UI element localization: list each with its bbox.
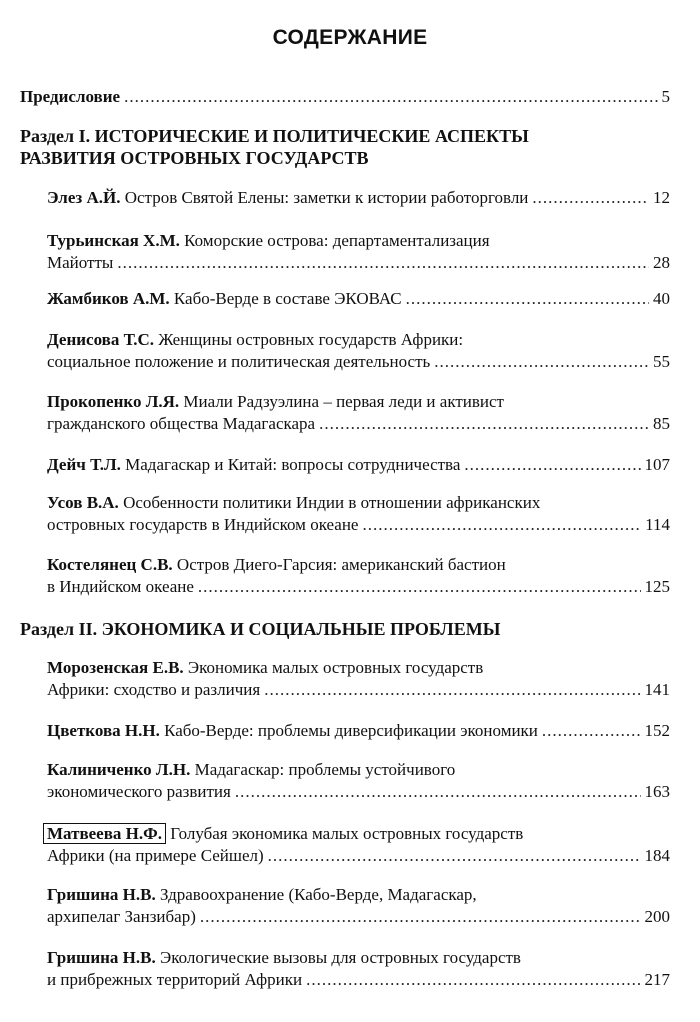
page-number: 141	[644, 680, 670, 699]
leader-dots	[198, 576, 641, 598]
entry-author: Жамбиков А.М.	[47, 289, 170, 308]
entry-title: Особенности политики Индии в отношении африканских	[123, 493, 541, 512]
page-number: 184	[644, 846, 670, 865]
leader-dots	[117, 252, 649, 274]
section-1-title-line2: РАЗВИТИЯ ОСТРОВНЫХ ГОСУДАРСТВ	[20, 148, 369, 168]
entry-title: Экономика малых островных государств	[187, 658, 484, 677]
entry-title: Кабо-Верде: проблемы диверсификации экономики	[164, 721, 538, 740]
toc-entry[interactable]	[47, 823, 670, 867]
entry-title: Здравоохранение (Кабо-Верде, Мадагаскар,	[160, 885, 477, 904]
entry-title-cont: и прибрежных территорий Африки	[47, 970, 303, 989]
leader-dots	[200, 906, 641, 928]
entry-author-highlighted: Матвеева Н.Ф.	[43, 823, 166, 844]
page-number: 125	[644, 577, 670, 596]
entry-title: Миали Радзуэлина – первая леди и активист	[183, 392, 504, 411]
leader-dots	[124, 86, 657, 108]
entry-title: Остров Диего-Гарсия: американский бастион	[176, 555, 506, 574]
page-number: 12	[653, 188, 670, 207]
section-1-title	[20, 125, 670, 169]
leader-dots	[264, 679, 640, 701]
toc-entry[interactable]	[47, 657, 670, 701]
entry-title-cont: островных государств в Индийском океане	[47, 515, 359, 534]
entry-title: Остров Святой Елены: заметки к истории работорговли	[124, 188, 529, 207]
section-1-title-line1: Раздел I. ИСТОРИЧЕСКИЕ И ПОЛИТИЧЕСКИЕ АСПЕКТЫ	[20, 126, 529, 146]
page-number: 28	[653, 253, 670, 272]
page-number: 152	[644, 721, 670, 740]
leader-dots	[306, 969, 640, 991]
leader-dots	[235, 781, 641, 803]
leader-dots	[464, 454, 640, 476]
leader-dots	[406, 288, 649, 310]
page-number: 114	[645, 515, 670, 534]
page-number: 107	[644, 455, 670, 474]
entry-title: Голубая экономика малых островных государств	[170, 824, 524, 843]
entry-title: Экологические вызовы для островных государств	[160, 948, 521, 967]
entry-author: Костелянец С.В.	[47, 555, 173, 574]
page-title: СОДЕРЖАНИЕ	[272, 26, 428, 49]
leader-dots	[532, 187, 649, 209]
toc-entry[interactable]	[47, 554, 670, 598]
toc-entry[interactable]	[47, 329, 670, 373]
entry-author: Элез А.Й.	[47, 188, 121, 207]
page-number: 55	[653, 352, 670, 371]
entry-title-cont: гражданского общества Мадагаскара	[47, 414, 316, 433]
entry-author: Калиниченко Л.Н.	[47, 760, 191, 779]
entry-author: Денисова Т.С.	[47, 330, 155, 349]
entry-author: Гришина Н.В.	[47, 885, 156, 904]
leader-dots	[434, 351, 649, 373]
page-number: 85	[653, 414, 670, 433]
toc-entry-preface[interactable]	[20, 86, 670, 108]
page-number: 217	[644, 970, 670, 989]
toc-entry[interactable]	[47, 454, 670, 476]
toc-entry[interactable]	[47, 720, 670, 742]
leader-dots	[319, 413, 649, 435]
entry-author: Морозенская Е.В.	[47, 658, 184, 677]
toc-entry[interactable]	[47, 391, 670, 435]
page-number: 163	[644, 782, 670, 801]
section-2-title: Раздел II. ЭКОНОМИКА И СОЦИАЛЬНЫЕ ПРОБЛЕМЫ	[20, 619, 501, 639]
entry-title-cont: в Индийском океане	[47, 577, 194, 596]
toc-entry[interactable]	[47, 759, 670, 803]
entry-author: Дейч Т.Л.	[47, 455, 121, 474]
entry-title-cont: экономического развития	[47, 782, 231, 801]
preface-title: Предисловие	[20, 87, 121, 106]
page-number: 200	[644, 907, 670, 926]
leader-dots	[268, 845, 641, 867]
toc-entry[interactable]	[47, 947, 670, 991]
leader-dots	[362, 514, 641, 536]
page-number: 40	[653, 289, 670, 308]
toc-entry[interactable]	[47, 187, 670, 209]
entry-title: Мадагаскар и Китай: вопросы сотрудничества	[125, 455, 461, 474]
entry-title-cont: социальное положение и политическая деятельность	[47, 352, 431, 371]
entry-title: Кабо-Верде в составе ЭКОВАС	[173, 289, 402, 308]
toc-entry[interactable]	[47, 230, 670, 274]
entry-author: Прокопенко Л.Я.	[47, 392, 180, 411]
toc-entry[interactable]	[47, 492, 670, 536]
entry-title-cont: Африки: сходство и различия	[47, 680, 261, 699]
entry-author: Усов В.А.	[47, 493, 119, 512]
entry-author: Турьинская Х.М.	[47, 231, 180, 250]
entry-title-cont: Африки (на примере Сейшел)	[47, 846, 264, 865]
entry-title: Коморские острова: департаментализация	[184, 231, 490, 250]
toc-entry[interactable]	[47, 884, 670, 928]
toc-entry[interactable]	[47, 288, 670, 310]
entry-title-cont: архипелаг Занзибар)	[47, 907, 196, 926]
entry-author: Цветкова Н.Н.	[47, 721, 160, 740]
entry-title: Женщины островных государств Африки:	[158, 330, 464, 349]
entry-author: Гришина Н.В.	[47, 948, 156, 967]
entry-title: Мадагаскар: проблемы устойчивого	[194, 760, 456, 779]
leader-dots	[542, 720, 641, 742]
page-number: 5	[661, 87, 670, 106]
entry-title-cont: Майотты	[47, 253, 114, 272]
